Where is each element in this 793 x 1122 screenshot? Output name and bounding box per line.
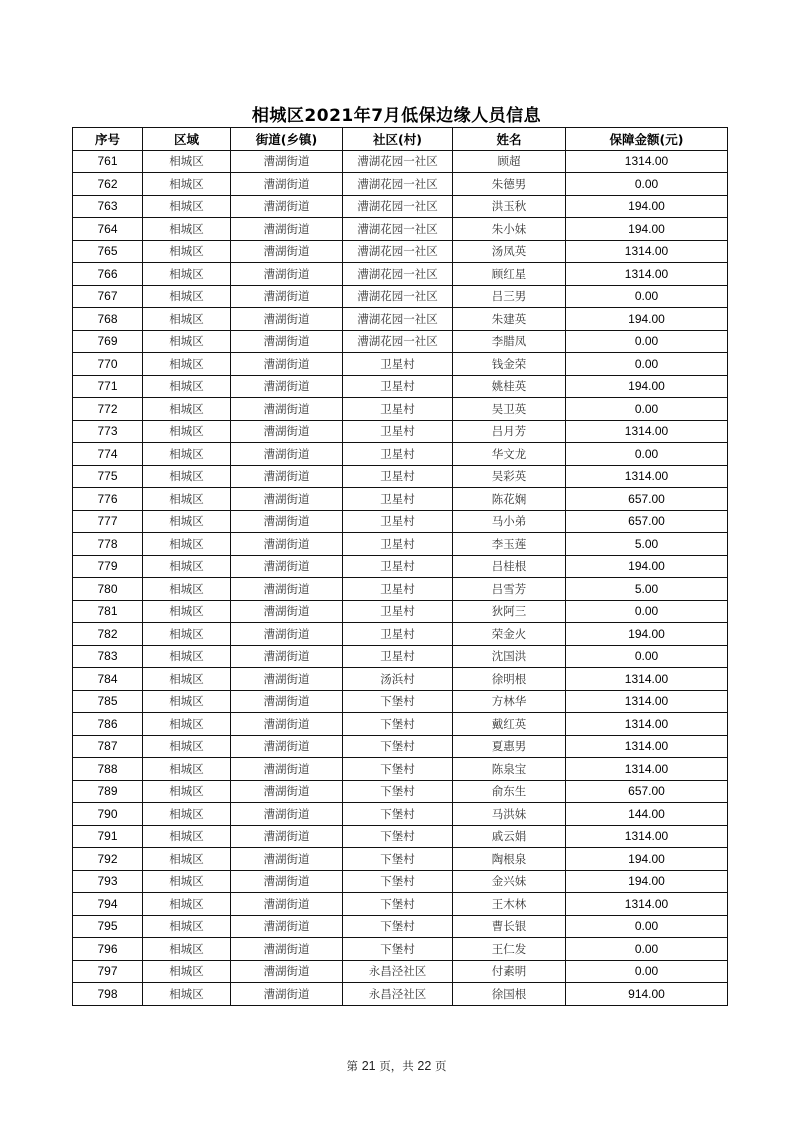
header-street: 街道(乡镇) — [231, 128, 343, 151]
cell-amount: 144.00 — [566, 803, 728, 826]
cell-serial: 767 — [73, 285, 143, 308]
cell-community: 卫星村 — [343, 555, 453, 578]
cell-serial: 762 — [73, 173, 143, 196]
cell-name: 李腊凤 — [453, 330, 566, 353]
cell-street: 漕湖街道 — [231, 173, 343, 196]
table-row — [73, 150, 728, 173]
cell-community: 下堡村 — [343, 690, 453, 713]
cell-name: 吕桂根 — [453, 555, 566, 578]
footer-suffix: 页 — [434, 1059, 447, 1073]
cell-community: 卫星村 — [343, 465, 453, 488]
cell-serial: 779 — [73, 555, 143, 578]
cell-street: 漕湖街道 — [231, 623, 343, 646]
cell-district: 相城区 — [143, 825, 231, 848]
cell-community: 漕湖花园一社区 — [343, 195, 453, 218]
cell-street: 漕湖街道 — [231, 578, 343, 601]
cell-community: 下堡村 — [343, 893, 453, 916]
cell-serial: 786 — [73, 713, 143, 736]
cell-name: 荣金火 — [453, 623, 566, 646]
cell-street: 漕湖街道 — [231, 488, 343, 511]
cell-community: 卫星村 — [343, 443, 453, 466]
table-row — [73, 443, 728, 466]
cell-district: 相城区 — [143, 870, 231, 893]
table-row — [73, 915, 728, 938]
cell-community: 下堡村 — [343, 780, 453, 803]
cell-name: 姚桂英 — [453, 375, 566, 398]
table-row — [73, 938, 728, 961]
table-row — [73, 488, 728, 511]
cell-serial: 790 — [73, 803, 143, 826]
cell-community: 卫星村 — [343, 645, 453, 668]
cell-name: 王木林 — [453, 893, 566, 916]
cell-amount: 1314.00 — [566, 420, 728, 443]
footer-prefix: 第 — [346, 1059, 359, 1073]
cell-district: 相城区 — [143, 668, 231, 691]
cell-serial: 772 — [73, 398, 143, 421]
cell-name: 汤凤英 — [453, 240, 566, 263]
cell-street: 漕湖街道 — [231, 443, 343, 466]
cell-street: 漕湖街道 — [231, 780, 343, 803]
cell-district: 相城区 — [143, 848, 231, 871]
cell-community: 下堡村 — [343, 735, 453, 758]
cell-district: 相城区 — [143, 938, 231, 961]
cell-district: 相城区 — [143, 218, 231, 241]
table-row — [73, 623, 728, 646]
cell-district: 相城区 — [143, 488, 231, 511]
cell-street: 漕湖街道 — [231, 398, 343, 421]
cell-name: 陶根泉 — [453, 848, 566, 871]
cell-serial: 770 — [73, 353, 143, 376]
cell-serial: 768 — [73, 308, 143, 331]
cell-community: 漕湖花园一社区 — [343, 218, 453, 241]
cell-serial: 778 — [73, 533, 143, 556]
cell-community: 卫星村 — [343, 533, 453, 556]
cell-community: 漕湖花园一社区 — [343, 285, 453, 308]
cell-name: 吕雪芳 — [453, 578, 566, 601]
cell-street: 漕湖街道 — [231, 375, 343, 398]
cell-district: 相城区 — [143, 758, 231, 781]
cell-serial: 781 — [73, 600, 143, 623]
cell-serial: 785 — [73, 690, 143, 713]
cell-community: 漕湖花园一社区 — [343, 150, 453, 173]
cell-serial: 795 — [73, 915, 143, 938]
cell-district: 相城区 — [143, 285, 231, 308]
cell-name: 马小弟 — [453, 510, 566, 533]
header-district: 区域 — [143, 128, 231, 151]
cell-serial: 791 — [73, 825, 143, 848]
cell-name: 朱德男 — [453, 173, 566, 196]
cell-district: 相城区 — [143, 443, 231, 466]
cell-street: 漕湖街道 — [231, 195, 343, 218]
table-row — [73, 983, 728, 1006]
cell-serial: 794 — [73, 893, 143, 916]
table-row — [73, 893, 728, 916]
cell-amount: 0.00 — [566, 938, 728, 961]
cell-district: 相城区 — [143, 375, 231, 398]
cell-amount: 0.00 — [566, 600, 728, 623]
cell-street: 漕湖街道 — [231, 870, 343, 893]
table-row — [73, 398, 728, 421]
cell-name: 朱小妹 — [453, 218, 566, 241]
cell-district: 相城区 — [143, 915, 231, 938]
cell-street: 漕湖街道 — [231, 983, 343, 1006]
cell-amount: 5.00 — [566, 578, 728, 601]
cell-street: 漕湖街道 — [231, 645, 343, 668]
table-row — [73, 960, 728, 983]
cell-name: 顾红星 — [453, 263, 566, 286]
table-row — [73, 735, 728, 758]
cell-community: 卫星村 — [343, 353, 453, 376]
cell-name: 付素明 — [453, 960, 566, 983]
cell-amount: 1314.00 — [566, 240, 728, 263]
cell-street: 漕湖街道 — [231, 510, 343, 533]
cell-amount: 1314.00 — [566, 668, 728, 691]
cell-community: 漕湖花园一社区 — [343, 240, 453, 263]
table-row — [73, 690, 728, 713]
table-row — [73, 848, 728, 871]
header-community: 社区(村) — [343, 128, 453, 151]
cell-street: 漕湖街道 — [231, 330, 343, 353]
cell-name: 戴红英 — [453, 713, 566, 736]
cell-serial: 792 — [73, 848, 143, 871]
cell-street: 漕湖街道 — [231, 420, 343, 443]
cell-district: 相城区 — [143, 960, 231, 983]
cell-district: 相城区 — [143, 150, 231, 173]
cell-district: 相城区 — [143, 195, 231, 218]
cell-name: 马洪妹 — [453, 803, 566, 826]
cell-street: 漕湖街道 — [231, 218, 343, 241]
cell-amount: 0.00 — [566, 353, 728, 376]
cell-name: 沈国洪 — [453, 645, 566, 668]
table-row — [73, 263, 728, 286]
cell-community: 下堡村 — [343, 938, 453, 961]
cell-serial: 773 — [73, 420, 143, 443]
cell-street: 漕湖街道 — [231, 735, 343, 758]
cell-district: 相城区 — [143, 735, 231, 758]
cell-street: 漕湖街道 — [231, 960, 343, 983]
cell-serial: 788 — [73, 758, 143, 781]
cell-name: 洪玉秋 — [453, 195, 566, 218]
cell-street: 漕湖街道 — [231, 555, 343, 578]
table-row — [73, 218, 728, 241]
cell-amount: 0.00 — [566, 173, 728, 196]
cell-name: 夏惠男 — [453, 735, 566, 758]
cell-district: 相城区 — [143, 578, 231, 601]
cell-street: 漕湖街道 — [231, 533, 343, 556]
table-row — [73, 758, 728, 781]
table-header-row — [73, 128, 728, 151]
cell-serial: 787 — [73, 735, 143, 758]
cell-amount: 914.00 — [566, 983, 728, 1006]
cell-district: 相城区 — [143, 398, 231, 421]
cell-amount: 0.00 — [566, 330, 728, 353]
cell-community: 漕湖花园一社区 — [343, 308, 453, 331]
cell-serial: 764 — [73, 218, 143, 241]
cell-amount: 657.00 — [566, 780, 728, 803]
cell-street: 漕湖街道 — [231, 893, 343, 916]
footer-middle: 页，共 — [379, 1059, 414, 1073]
cell-amount: 0.00 — [566, 960, 728, 983]
cell-serial: 797 — [73, 960, 143, 983]
cell-district: 相城区 — [143, 893, 231, 916]
cell-name: 朱建英 — [453, 308, 566, 331]
cell-serial: 766 — [73, 263, 143, 286]
cell-district: 相城区 — [143, 690, 231, 713]
cell-community: 下堡村 — [343, 758, 453, 781]
cell-community: 卫星村 — [343, 420, 453, 443]
cell-street: 漕湖街道 — [231, 758, 343, 781]
cell-district: 相城区 — [143, 353, 231, 376]
cell-district: 相城区 — [143, 240, 231, 263]
table-row — [73, 645, 728, 668]
cell-serial: 769 — [73, 330, 143, 353]
cell-serial: 780 — [73, 578, 143, 601]
cell-amount: 0.00 — [566, 915, 728, 938]
table-row — [73, 173, 728, 196]
cell-name: 吴卫英 — [453, 398, 566, 421]
cell-community: 卫星村 — [343, 510, 453, 533]
page-footer — [0, 1058, 793, 1074]
cell-street: 漕湖街道 — [231, 938, 343, 961]
cell-name: 吕月芳 — [453, 420, 566, 443]
footer-current-page: 21 — [361, 1059, 376, 1073]
cell-amount: 0.00 — [566, 398, 728, 421]
cell-amount: 1314.00 — [566, 825, 728, 848]
cell-serial: 765 — [73, 240, 143, 263]
cell-serial: 761 — [73, 150, 143, 173]
cell-district: 相城区 — [143, 533, 231, 556]
cell-serial: 777 — [73, 510, 143, 533]
cell-community: 卫星村 — [343, 623, 453, 646]
cell-street: 漕湖街道 — [231, 308, 343, 331]
low-income-table — [72, 127, 728, 1006]
cell-community: 下堡村 — [343, 713, 453, 736]
table-row — [73, 195, 728, 218]
header-name: 姓名 — [453, 128, 566, 151]
cell-name: 金兴妹 — [453, 870, 566, 893]
cell-street: 漕湖街道 — [231, 353, 343, 376]
cell-name: 华文龙 — [453, 443, 566, 466]
cell-amount: 194.00 — [566, 848, 728, 871]
table-row — [73, 713, 728, 736]
cell-name: 狄阿三 — [453, 600, 566, 623]
footer-total-pages: 22 — [417, 1059, 432, 1073]
cell-community: 永昌泾社区 — [343, 983, 453, 1006]
cell-amount: 194.00 — [566, 870, 728, 893]
table-row — [73, 308, 728, 331]
cell-street: 漕湖街道 — [231, 150, 343, 173]
cell-district: 相城区 — [143, 465, 231, 488]
cell-name: 吴彩英 — [453, 465, 566, 488]
cell-name: 顾超 — [453, 150, 566, 173]
cell-serial: 793 — [73, 870, 143, 893]
table-body — [73, 150, 728, 1005]
cell-district: 相城区 — [143, 420, 231, 443]
cell-district: 相城区 — [143, 308, 231, 331]
cell-street: 漕湖街道 — [231, 465, 343, 488]
cell-amount: 194.00 — [566, 375, 728, 398]
table-row — [73, 353, 728, 376]
cell-street: 漕湖街道 — [231, 848, 343, 871]
table-row — [73, 555, 728, 578]
cell-community: 漕湖花园一社区 — [343, 263, 453, 286]
table-row — [73, 578, 728, 601]
table-row — [73, 465, 728, 488]
cell-district: 相城区 — [143, 983, 231, 1006]
cell-community: 漕湖花园一社区 — [343, 173, 453, 196]
cell-amount: 0.00 — [566, 443, 728, 466]
table-row — [73, 240, 728, 263]
cell-amount: 1314.00 — [566, 735, 728, 758]
cell-district: 相城区 — [143, 263, 231, 286]
table-row — [73, 668, 728, 691]
cell-name: 徐国根 — [453, 983, 566, 1006]
cell-amount: 194.00 — [566, 623, 728, 646]
cell-name: 徐明根 — [453, 668, 566, 691]
cell-community: 下堡村 — [343, 803, 453, 826]
table-row — [73, 780, 728, 803]
cell-serial: 798 — [73, 983, 143, 1006]
cell-name: 陈泉宝 — [453, 758, 566, 781]
table-row — [73, 825, 728, 848]
cell-amount: 194.00 — [566, 218, 728, 241]
cell-community: 汤浜村 — [343, 668, 453, 691]
cell-street: 漕湖街道 — [231, 263, 343, 286]
cell-district: 相城区 — [143, 600, 231, 623]
cell-name: 戚云娟 — [453, 825, 566, 848]
cell-name: 曹长银 — [453, 915, 566, 938]
cell-district: 相城区 — [143, 623, 231, 646]
cell-serial: 775 — [73, 465, 143, 488]
cell-community: 卫星村 — [343, 600, 453, 623]
cell-name: 方林华 — [453, 690, 566, 713]
table-row — [73, 533, 728, 556]
cell-amount: 1314.00 — [566, 150, 728, 173]
cell-name: 吕三男 — [453, 285, 566, 308]
cell-amount: 1314.00 — [566, 465, 728, 488]
cell-serial: 783 — [73, 645, 143, 668]
cell-street: 漕湖街道 — [231, 600, 343, 623]
cell-community: 卫星村 — [343, 488, 453, 511]
cell-amount: 1314.00 — [566, 893, 728, 916]
cell-district: 相城区 — [143, 780, 231, 803]
cell-serial: 784 — [73, 668, 143, 691]
table-row — [73, 600, 728, 623]
cell-serial: 796 — [73, 938, 143, 961]
table-row — [73, 510, 728, 533]
cell-serial: 763 — [73, 195, 143, 218]
cell-serial: 782 — [73, 623, 143, 646]
cell-community: 卫星村 — [343, 375, 453, 398]
cell-community: 下堡村 — [343, 848, 453, 871]
cell-street: 漕湖街道 — [231, 285, 343, 308]
cell-amount: 1314.00 — [566, 263, 728, 286]
cell-district: 相城区 — [143, 645, 231, 668]
table-row — [73, 285, 728, 308]
cell-district: 相城区 — [143, 555, 231, 578]
cell-name: 王仁发 — [453, 938, 566, 961]
cell-amount: 1314.00 — [566, 758, 728, 781]
cell-name: 李玉莲 — [453, 533, 566, 556]
cell-street: 漕湖街道 — [231, 825, 343, 848]
cell-serial: 771 — [73, 375, 143, 398]
cell-community: 永昌泾社区 — [343, 960, 453, 983]
cell-name: 钱金荣 — [453, 353, 566, 376]
table-row — [73, 870, 728, 893]
cell-amount: 657.00 — [566, 488, 728, 511]
cell-amount: 194.00 — [566, 308, 728, 331]
cell-street: 漕湖街道 — [231, 803, 343, 826]
cell-amount: 657.00 — [566, 510, 728, 533]
cell-amount: 1314.00 — [566, 713, 728, 736]
table-row — [73, 375, 728, 398]
cell-serial: 776 — [73, 488, 143, 511]
cell-district: 相城区 — [143, 510, 231, 533]
cell-district: 相城区 — [143, 803, 231, 826]
cell-amount: 1314.00 — [566, 690, 728, 713]
cell-street: 漕湖街道 — [231, 915, 343, 938]
cell-serial: 774 — [73, 443, 143, 466]
table-row — [73, 803, 728, 826]
header-serial: 序号 — [73, 128, 143, 151]
cell-district: 相城区 — [143, 330, 231, 353]
cell-name: 陈花娴 — [453, 488, 566, 511]
cell-serial: 789 — [73, 780, 143, 803]
cell-street: 漕湖街道 — [231, 713, 343, 736]
cell-community: 下堡村 — [343, 870, 453, 893]
cell-community: 卫星村 — [343, 398, 453, 421]
cell-community: 漕湖花园一社区 — [343, 330, 453, 353]
cell-amount: 5.00 — [566, 533, 728, 556]
table-row — [73, 420, 728, 443]
cell-amount: 194.00 — [566, 195, 728, 218]
cell-community: 下堡村 — [343, 915, 453, 938]
cell-amount: 0.00 — [566, 285, 728, 308]
cell-community: 卫星村 — [343, 578, 453, 601]
cell-district: 相城区 — [143, 173, 231, 196]
cell-amount: 0.00 — [566, 645, 728, 668]
cell-street: 漕湖街道 — [231, 690, 343, 713]
table-row — [73, 330, 728, 353]
document-title: 相城区2021年7月低保边缘人员信息 — [251, 106, 542, 126]
cell-amount: 194.00 — [566, 555, 728, 578]
header-amount: 保障金额(元) — [566, 128, 728, 151]
cell-name: 俞东生 — [453, 780, 566, 803]
cell-community: 下堡村 — [343, 825, 453, 848]
cell-street: 漕湖街道 — [231, 668, 343, 691]
cell-district: 相城区 — [143, 713, 231, 736]
cell-street: 漕湖街道 — [231, 240, 343, 263]
